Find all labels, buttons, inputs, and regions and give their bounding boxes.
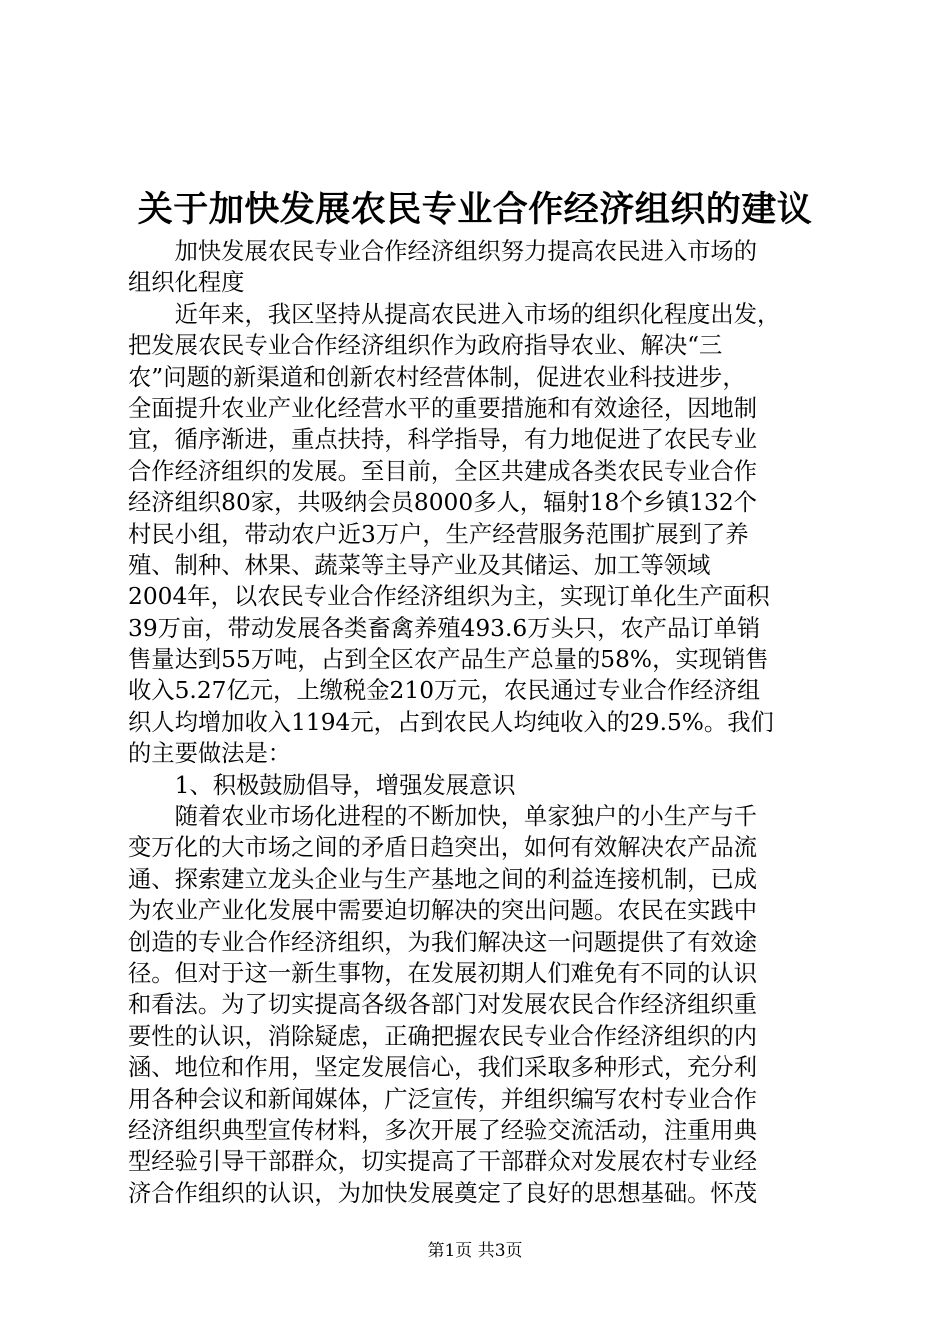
body-text-line: 创造的专业合作经济组织，为我们解决这一问题提供了有效途 [128, 928, 758, 956]
body-text-line: 济合作组织的认识，为加快发展奠定了良好的思想基础。怀茂 [128, 1179, 758, 1207]
body-text-line: 宜，循序渐进，重点扶持，科学指导，有力地促进了农民专业 [128, 426, 758, 454]
body-text-line: 变万化的大市场之间的矛盾日趋突出，如何有效解决农产品流 [128, 834, 758, 862]
body-text-line: 和看法。为了切实提高各级各部门对发展农民合作经济组织重 [128, 991, 758, 1019]
body-text-line: 随着农业市场化进程的不断加快，单家独户的小生产与千 [128, 803, 758, 831]
document-body [128, 236, 828, 1209]
body-text-line: 组织化程度 [128, 269, 245, 297]
body-text-line: 2004年，以农民专业合作经济组织为主，实现订单化生产面积 [128, 583, 770, 611]
body-text-line: 经济组织典型宣传材料，多次开展了经验交流活动，注重用典 [128, 1116, 758, 1144]
body-text-line: 要性的认识，消除疑虑，正确把握农民专业合作经济组织的内 [128, 1022, 758, 1050]
body-text-line: 为农业产业化发展中需要迫切解决的突出问题。农民在实践中 [128, 897, 758, 925]
body-text-line: 村民小组，带动农户近3万户，生产经营服务范围扩展到了养 [128, 520, 749, 548]
body-text-line: 的主要做法是： [128, 740, 292, 768]
body-text-line: 加快发展农民专业合作经济组织努力提高农民进入市场的 [128, 238, 758, 265]
page-indicator: 第1页 共3页 [427, 1241, 523, 1261]
body-text-line: 把发展农民专业合作经济组织作为政府指导农业、解决“三 [128, 332, 723, 360]
body-text-line: 近年来，我区坚持从提高农民进入市场的组织化程度出发， [128, 300, 781, 328]
document-title: 关于加快发展农民专业合作经济组织的建议 [137, 189, 813, 230]
body-text-line: 织人均增加收入1194元，占到农民人均纯收入的29.5%。我们 [128, 708, 774, 736]
body-text-line: 径。但对于这一新生事物，在发展初期人们难免有不同的认识 [128, 959, 758, 987]
body-text-line: 39万亩，带动发展各类畜禽养殖493.6万头只，农产品订单销 [128, 614, 761, 642]
body-text-line: 收入5.27亿元，上缴税金210万元，农民通过专业合作经济组 [128, 677, 761, 705]
body-text-line: 型经验引导干部群众，切实提高了干部群众对发展农村专业经 [128, 1148, 758, 1176]
body-text-line: 经济组织80家，共吸纳会员8000多人，辐射18个乡镇132个 [128, 489, 757, 517]
body-text-line: 殖、制种、林果、蔬菜等主导产业及其储运、加工等领域 [128, 551, 711, 579]
body-text-line: 售量达到55万吨，占到全区农产品生产总量的58%，实现销售 [128, 646, 769, 674]
body-text-line: 涵、地位和作用，坚定发展信心，我们采取多种形式，充分利 [128, 1054, 758, 1082]
body-text-line: 1、积极鼓励倡导，增强发展意识 [128, 771, 516, 799]
body-text-line: 全面提升农业产业化经营水平的重要措施和有效途径，因地制 [128, 394, 758, 422]
body-text-line: 用各种会议和新闻媒体，广泛宣传，并组织编写农村专业合作 [128, 1085, 758, 1113]
body-text-line: 农”问题的新渠道和创新农村经营体制，促进农业科技进步， [128, 363, 746, 391]
body-text-line: 合作经济组织的发展。至目前，全区共建成各类农民专业合作 [128, 457, 758, 485]
body-text-line: 通、探索建立龙头企业与生产基地之间的利益连接机制，已成 [128, 865, 758, 893]
